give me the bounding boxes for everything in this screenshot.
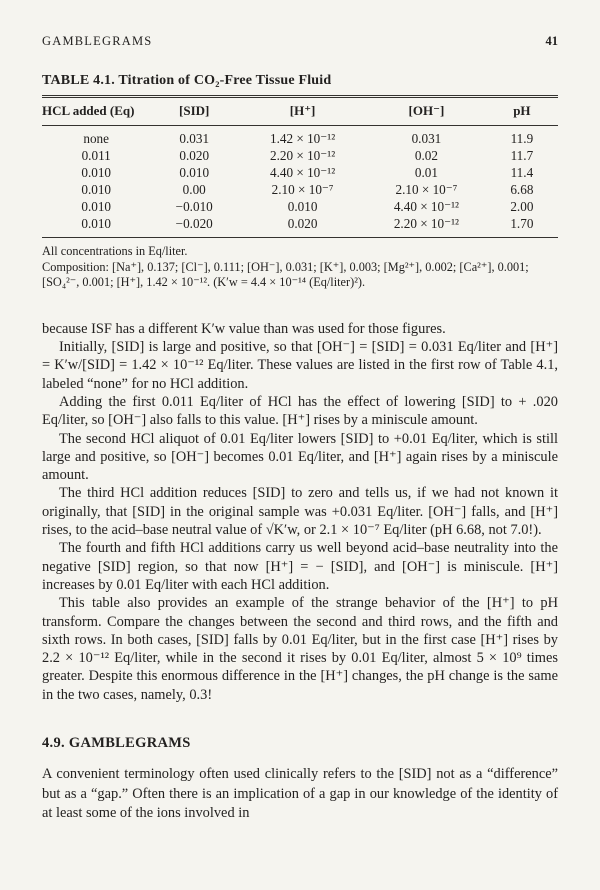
table-cell: 4.40 × 10⁻¹² xyxy=(269,165,336,180)
table-cell: 0.00 xyxy=(182,182,206,197)
table-cell: 0.031 xyxy=(179,131,210,146)
paragraph: The third HCl addition reduces [SID] to zero and tells us, if we had not known it originally, that [SID] in the original sample was +0.031 Eq/liter. [OH⁻] falls, and [H⁺] rises, to the acid–base neutral value of √K′w, or 2.1 × 10⁻⁷ Eq/liter (pH 6.68, not 7.0!). xyxy=(42,485,558,539)
table-row xyxy=(42,126,558,148)
table-title: TABLE 4.1. Titration of CO₂-Free Tissue Fluid xyxy=(42,73,332,88)
footnote-line: All concentrations in Eq/liter. xyxy=(42,244,188,258)
table-cell: 2.20 × 10⁻¹² xyxy=(269,148,336,163)
paragraph: Adding the first 0.011 Eq/liter of HCl has the effect of lowering [SID] to + .020 Eq/liter, so [OH⁻] also falls to this value. [H⁺] rises by a miniscule amount. xyxy=(42,393,558,429)
column-header-h-plus: [H⁺] xyxy=(238,97,367,126)
table-row xyxy=(42,216,558,238)
paragraph: Initially, [SID] is large and positive, so that [OH⁻] = [SID] = 0.031 Eq/liter and [H⁺] = K′w/[SID] = 1.42 × 10⁻¹² Eq/liter. These values are listed in the first row of Table 4.1, labeled “none” for no HCl addition. xyxy=(42,339,558,392)
table-cell: 0.02 xyxy=(414,148,438,163)
table-cell: 0.010 xyxy=(81,199,112,214)
table-cell: 0.01 xyxy=(414,165,438,180)
table-cell: 11.9 xyxy=(510,131,534,146)
page-number: 41 xyxy=(545,34,558,48)
table-cell: 2.20 × 10⁻¹² xyxy=(393,216,459,231)
titration-table xyxy=(42,95,558,238)
footnote-line: Composition: [Na⁺], 0.137; [Cl⁻], 0.111; [OH⁻], 0.031; [K⁺], 0.003; [Mg²⁺], 0.002; [Ca²⁺], 0.001; [SO₄²⁻, 0.001; [H⁺], 1.42 × 10⁻¹². (K′w = 4.4 × 10⁻¹⁴ (Eq/liter)²). xyxy=(42,259,529,290)
running-head-title: GAMBLEGRAMS xyxy=(42,34,153,48)
table-cell: 0.010 xyxy=(81,216,112,231)
column-header-hcl-added: HCL added (Eq) xyxy=(42,97,150,126)
table-cell: −0.010 xyxy=(175,199,213,214)
table-row xyxy=(42,165,558,182)
table-cell: 4.40 × 10⁻¹² xyxy=(393,199,459,214)
table-cell: 6.68 xyxy=(510,182,534,197)
table-cell: 0.020 xyxy=(287,216,318,231)
running-head xyxy=(42,34,558,49)
table-header-row xyxy=(42,97,558,126)
column-header-sid: [SID] xyxy=(150,97,238,126)
table-cell: 2.10 × 10⁻⁷ xyxy=(395,182,458,197)
table-row xyxy=(42,182,558,199)
table-footnote xyxy=(42,244,558,291)
table-cell: −0.020 xyxy=(175,216,213,231)
table-cell: 0.011 xyxy=(81,148,111,163)
body-text xyxy=(42,320,558,704)
table-cell: 0.010 xyxy=(81,165,112,180)
paragraph: The second HCl aliquot of 0.01 Eq/liter lowers [SID] to +0.01 Eq/liter, which is still large and positive, so [OH⁻] becomes 0.01 Eq/liter, and [H⁺] again rises by a miniscule amount. xyxy=(42,430,558,484)
table-row xyxy=(42,148,558,165)
table-cell: 11.4 xyxy=(510,165,534,180)
table-cell: 0.010 xyxy=(81,182,112,197)
paragraph: because ISF has a different K′w value than was used for those figures. xyxy=(42,320,446,337)
column-header-ph: pH xyxy=(486,97,558,126)
paragraph: This table also provides an example of the strange behavior of the [H⁺] to pH transform. Compare the changes between the second and third rows, and the fifth and sixth rows. In both cases, [SID] falls by 0.01 Eq/liter, but in the first case [H⁺] rises by 2.2 × 10⁻¹² Eq/liter, while in the second it rises by 0.01 Eq/liter, almost 5 × 10⁹ times greater. Despite this enormous difference in the [H⁺] changes, the pH change is the same in the two cases, namely, 0.3! xyxy=(42,595,558,703)
table-cell: 0.010 xyxy=(179,165,210,180)
table-cell: none xyxy=(83,131,109,146)
paragraph: The fourth and fifth HCl additions carry us well beyond acid–base neutrality into the negative [SID] region, so that now [H⁺] = − [SID], and [OH⁻] is miniscule. [H⁺] increases by 0.01 Eq/liter with each HCl addition. xyxy=(42,540,558,593)
section-paragraph: A convenient terminology often used clinically refers to the [SID] not as a “difference” but as a “gap.” Often there is an implication of a gap in our knowledge of the identity of at least some of the ions involved in xyxy=(42,766,558,822)
table-cell: 0.010 xyxy=(287,199,318,214)
table-cell: 1.42 × 10⁻¹² xyxy=(269,131,336,146)
table-cell: 2.00 xyxy=(510,199,534,214)
section-heading: 4.9. GAMBLEGRAMS xyxy=(42,735,191,752)
table-cell: 0.020 xyxy=(179,148,210,163)
table-cell: 1.70 xyxy=(510,216,534,231)
table-cell: 11.7 xyxy=(510,148,534,163)
table-row xyxy=(42,199,558,216)
table-cell: 2.10 × 10⁻⁷ xyxy=(271,182,334,197)
column-header-oh-minus: [OH⁻] xyxy=(367,97,486,126)
table-cell: 0.031 xyxy=(411,131,442,146)
